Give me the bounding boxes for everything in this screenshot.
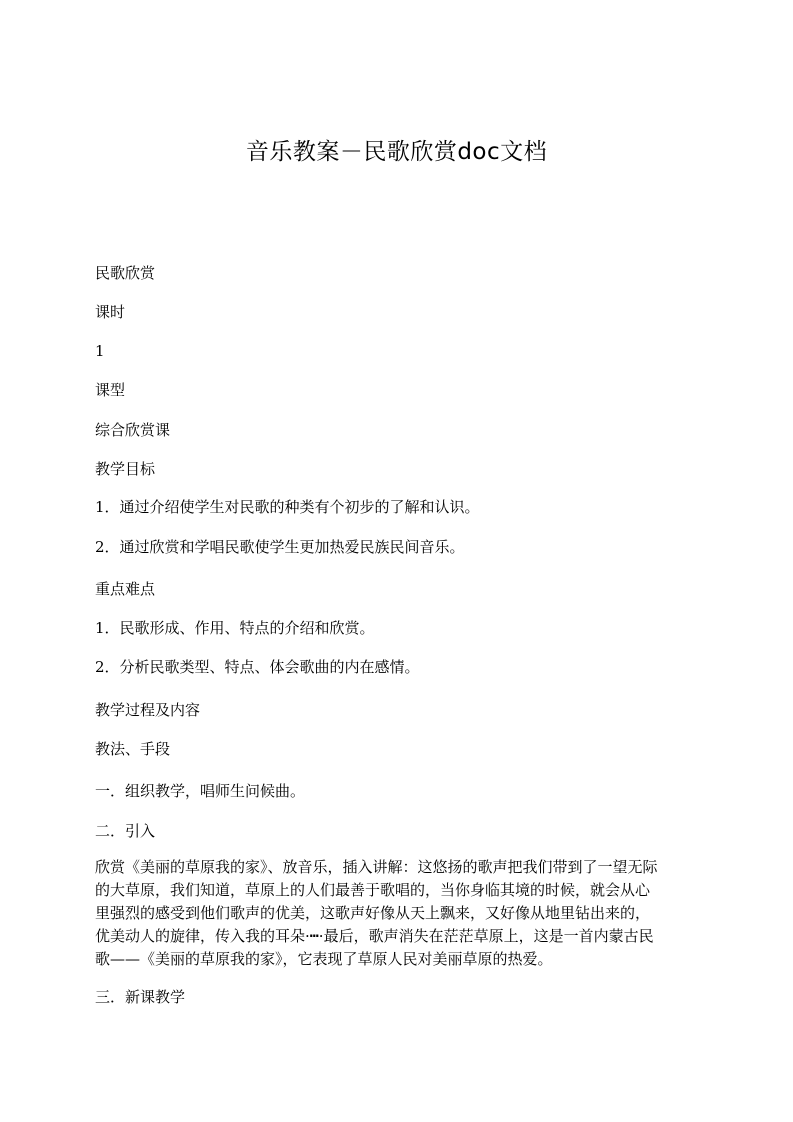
paragraph-line: 欣赏《美丽的草原我的家》、放音乐，插入讲解：这悠扬的歌声把我们带到了一望无际	[95, 858, 658, 876]
paragraph-line: 歌——《美丽的草原我的家》，它表现了草原人民对美丽草原的热爱。	[95, 950, 553, 968]
text-line: 民歌欣赏	[95, 264, 156, 282]
body-paragraph	[95, 856, 735, 971]
text-line: 2．通过欣赏和学唱民歌使学生更加热爱民族民间音乐。	[95, 538, 465, 556]
text-line: 2．分析民歌类型、特点、体会歌曲的内在感情。	[95, 658, 420, 676]
text-line: 教学目标	[95, 460, 156, 478]
text-line: 课时	[95, 303, 126, 321]
paragraph-line: 优美动人的旋律，传入我的耳朵·┅·最后，歌声消失在茫茫草原上，这是一首内蒙古民	[95, 927, 654, 945]
text-line: 课型	[95, 381, 126, 399]
document-title: 音乐教案－民歌欣赏doc文档	[245, 139, 548, 165]
paragraph-line: 里强烈的感受到他们歌声的优美，这歌声好像从天上飘来，又好像从地里钻出来的，	[95, 904, 651, 922]
text-line: 综合欣赏课	[95, 421, 171, 439]
text-line: 教学过程及内容	[95, 701, 201, 719]
text-line: 二．引入	[95, 822, 156, 840]
text-line: 重点难点	[95, 580, 156, 598]
paragraph-line: 的大草原，我们知道，草原上的人们最善于歌唱的，当你身临其境的时候，就会从心	[95, 881, 651, 899]
text-line: 1．通过介绍使学生对民歌的种类有个初步的了解和认识。	[95, 498, 480, 516]
text-line: 1	[95, 342, 105, 360]
text-line: 1．民歌形成、作用、特点的介绍和欣赏。	[95, 619, 375, 637]
text-line: 教法、手段	[95, 740, 171, 758]
section-heading: 三．新课教学	[95, 988, 186, 1006]
text-line: 一．组织教学，唱师生问候曲。	[95, 782, 306, 800]
